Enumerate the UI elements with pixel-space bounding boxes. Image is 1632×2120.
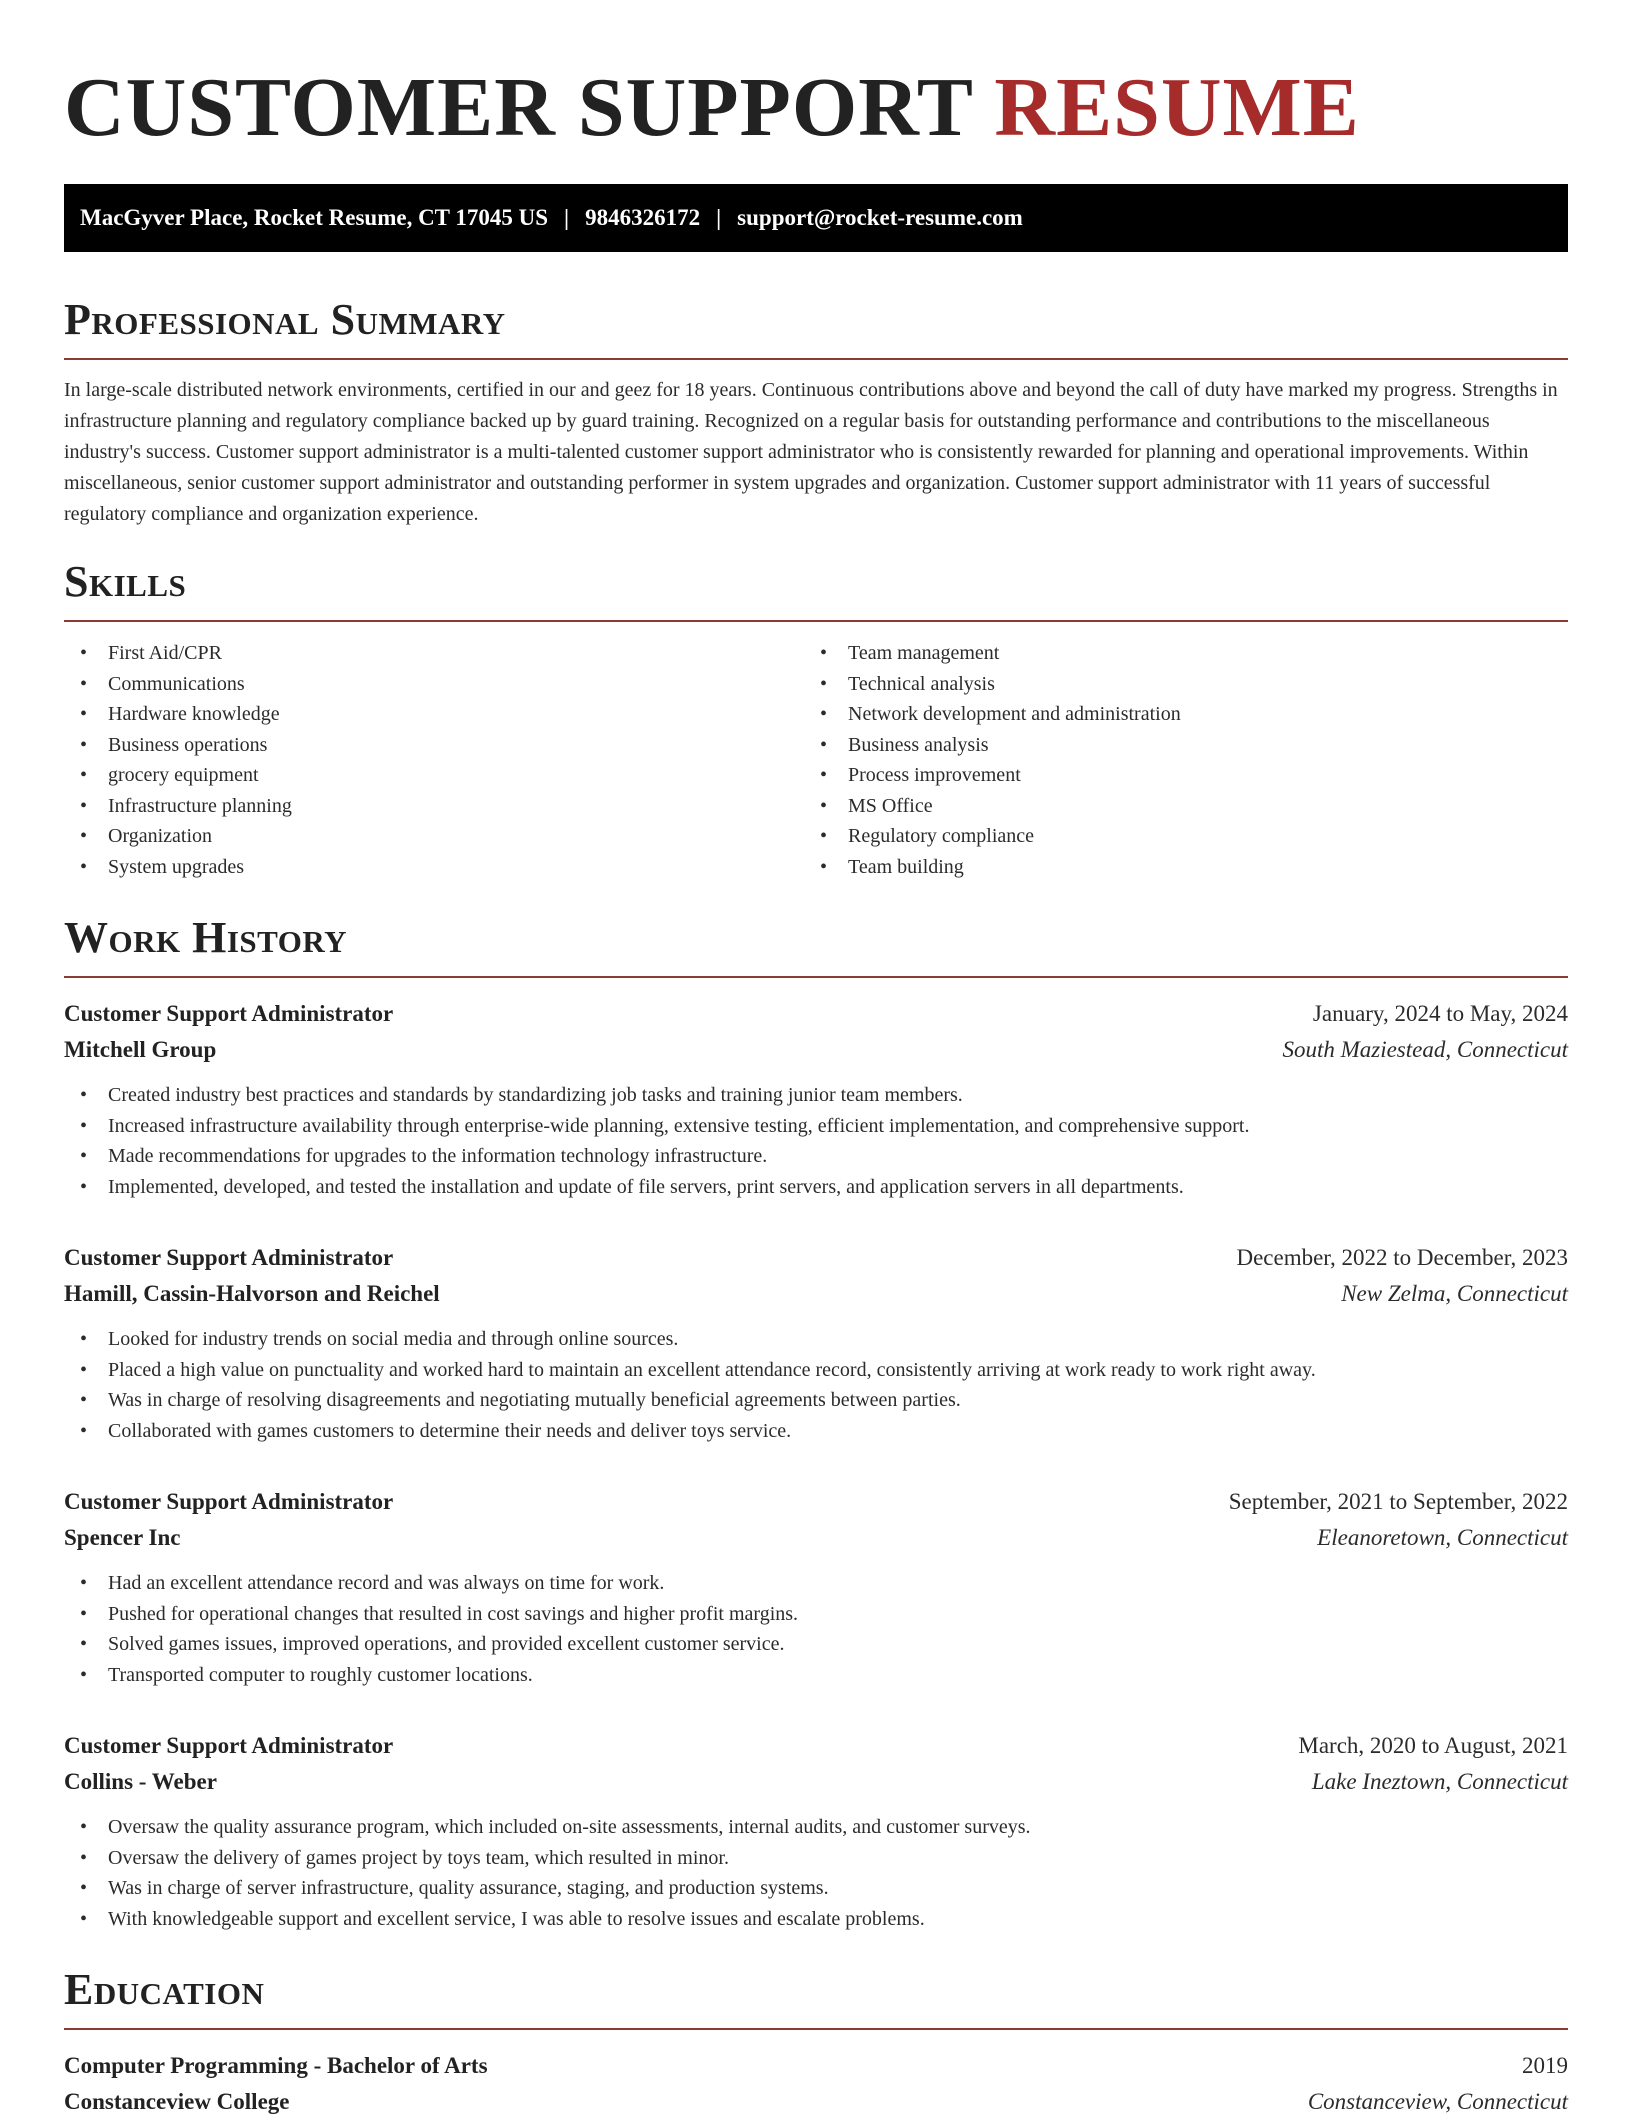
skill-item: • Communications [64,669,804,700]
job-header-row [64,996,1568,1032]
job-duty-item: • With knowledgeable support and excellent service, I was able to resolve issues and escalate problems. [64,1904,1568,1935]
education-school: Constanceview College [64,2089,290,2114]
job-dates: September, 2021 to September, 2022 [1228,1489,1568,1514]
summary-section [64,295,1568,530]
summary-text: In large-scale distributed network environments, certified in our and geez for 18 years. Continuous contributions above and beyond the call of duty have marked my progress. Strengths in infrastructure planning and regulatory compliance backed up by guard training. Recognized on a regular basis for outstanding performance and contributions to the miscellaneous industry's success. Customer support administrator is a multi-talented customer support administrator who is consistently rewarded for planning and operational improvements. Within miscellaneous, senior customer support administrator and outstanding performer in system upgrades and organization. Customer support administrator with 11 years of successful regulatory compliance and organization experience. [64,379,1558,525]
skill-item: • Organization [64,821,804,852]
job-entry [64,1484,1568,1690]
contact-address: MacGyver Place, Rocket Resume, CT 17045 US [80,205,549,230]
contact-bar [64,184,1568,252]
job-location: Eleanoretown, Connecticut [1317,1525,1568,1550]
job-entry [64,1240,1568,1446]
job-duty-item: • Was in charge of server infrastructure, quality assurance, staging, and production systems. [64,1873,1568,1904]
job-duty-item: • Placed a high value on punctuality and worked hard to maintain an excellent attendance record, consistently arriving at work ready to work right away. [64,1355,1568,1386]
skills-column-right [804,638,1544,882]
skill-item: • Team management [804,638,1544,669]
job-entry [64,1728,1568,1934]
job-duties [64,1080,1568,1202]
job-duties [64,1324,1568,1446]
contact-email: support@rocket-resume.com [737,205,1023,230]
skills-section [64,557,1568,882]
skills-column-left [64,638,804,882]
job-entry [64,996,1568,1202]
skills-list [64,638,1568,882]
job-header-row [64,1728,1568,1764]
skill-item: • Process improvement [804,760,1544,791]
skill-item: • grocery equipment [64,760,804,791]
job-company-row [64,1520,1568,1556]
job-dates: March, 2020 to August, 2021 [1298,1733,1568,1758]
skill-item: • Technical analysis [804,669,1544,700]
education-year: 2019 [1522,2053,1568,2078]
title-main: CUSTOMER SUPPORT [64,61,973,154]
job-company-row [64,1764,1568,1800]
job-company-row [64,1032,1568,1068]
job-duties [64,1812,1568,1934]
skills-heading: Skills [64,557,187,606]
job-duty-item: • Was in charge of resolving disagreements and negotiating mutually beneficial agreements between parties. [64,1385,1568,1416]
skill-item: • Hardware knowledge [64,699,804,730]
work-heading: Work History [64,913,348,962]
job-duty-item: • Solved games issues, improved operations, and provided excellent customer service. [64,1629,1568,1660]
job-company: Spencer Inc [64,1525,181,1550]
skill-item: • Network development and administration [804,699,1544,730]
job-company: Mitchell Group [64,1037,217,1062]
job-duty-item: • Pushed for operational changes that resulted in cost savings and higher profit margins. [64,1599,1568,1630]
skill-item: • Business operations [64,730,804,761]
education-section [64,1965,1568,2120]
job-duty-item: • Transported computer to roughly customer locations. [64,1660,1568,1691]
job-title: Customer Support Administrator [64,1733,394,1758]
job-location: Lake Ineztown, Connecticut [1311,1769,1568,1794]
contact-phone: 9846326172 [585,205,701,230]
section-divider [64,620,1568,622]
job-duty-item: • Created industry best practices and standards by standardizing job tasks and training junior team members. [64,1080,1568,1111]
job-company: Collins - Weber [64,1769,217,1794]
skill-item: • Regulatory compliance [804,821,1544,852]
skill-item: • Team building [804,852,1544,883]
job-duties [64,1568,1568,1690]
job-duty-item: • Looked for industry trends on social media and through online sources. [64,1324,1568,1355]
summary-heading: Professional Summary [64,295,506,344]
contact-separator: | [716,205,722,230]
education-degree: Computer Programming - Bachelor of Arts [64,2053,488,2078]
job-duty-item: • Oversaw the delivery of games project by toys team, which resulted in minor. [64,1843,1568,1874]
job-title: Customer Support Administrator [64,1489,394,1514]
job-company: Hamill, Cassin-Halvorson and Reichel [64,1281,440,1306]
resume-title [64,61,1568,154]
job-location: South Maziestead, Connecticut [1282,1037,1568,1062]
section-divider [64,2028,1568,2030]
section-divider [64,976,1568,978]
job-duty-item: • Had an excellent attendance record and was always on time for work. [64,1568,1568,1599]
skill-item: • MS Office [804,791,1544,822]
job-duty-item: • Implemented, developed, and tested the installation and update of file servers, print servers, and application servers in all departments. [64,1172,1568,1203]
job-header-row [64,1484,1568,1520]
skill-item: • Infrastructure planning [64,791,804,822]
contact-separator: | [564,205,570,230]
education-entry [64,2048,1568,2120]
section-divider [64,358,1568,360]
job-duty-item: • Made recommendations for upgrades to the information technology infrastructure. [64,1141,1568,1172]
skill-item: • System upgrades [64,852,804,883]
job-dates: January, 2024 to May, 2024 [1312,1001,1568,1026]
job-title: Customer Support Administrator [64,1001,394,1026]
job-list [64,996,1568,1934]
job-header-row [64,1240,1568,1276]
work-section [64,913,1568,1934]
education-location: Constanceview, Connecticut [1307,2089,1568,2114]
skill-item: • Business analysis [804,730,1544,761]
job-duty-item: • Collaborated with games customers to determine their needs and deliver toys service. [64,1416,1568,1447]
job-duty-item: • Increased infrastructure availability through enterprise-wide planning, extensive testing, efficient implementation, and comprehensive support. [64,1111,1568,1142]
job-dates: December, 2022 to December, 2023 [1236,1245,1568,1270]
title-accent: RESUME [994,61,1360,154]
job-title: Customer Support Administrator [64,1245,394,1270]
job-company-row [64,1276,1568,1312]
job-duty-item: • Oversaw the quality assurance program, which included on-site assessments, internal audits, and customer surveys. [64,1812,1568,1843]
education-heading: Education [64,1965,265,2014]
skill-item: • First Aid/CPR [64,638,804,669]
job-location: New Zelma, Connecticut [1341,1281,1568,1306]
